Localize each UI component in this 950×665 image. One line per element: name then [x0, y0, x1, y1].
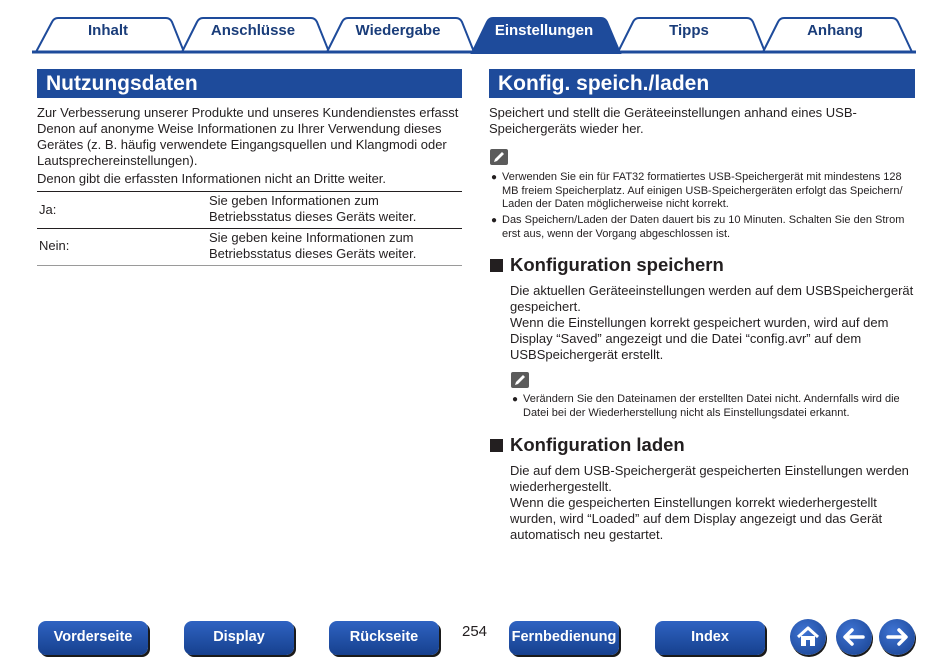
note-filename	[523, 393, 923, 420]
table-key-nein: Nein:	[39, 238, 70, 253]
subheading-load-text: Konfiguration laden	[510, 434, 685, 455]
load-line: Die auf dem USB-Speichergerät gespeicherten Einstellungen werden	[510, 463, 909, 478]
subheading-load	[490, 434, 685, 456]
note-duration	[502, 214, 922, 241]
load-line: automatisch neu gestartet.	[510, 527, 664, 542]
load-body	[510, 463, 920, 543]
square-bullet-icon	[490, 259, 503, 272]
note-line: Das Speichern/Laden der Daten dauert bis zu 10 Minuten. Schalten Sie den Strom	[502, 214, 905, 226]
tab-tipps[interactable]: Tipps	[669, 22, 709, 39]
save-line: Die aktuellen Geräteeinstellungen werden auf dem USBSpeichergerät	[510, 283, 914, 298]
table-desc-line: Sie geben Informationen zum	[209, 193, 379, 208]
next-page-button[interactable]	[879, 619, 915, 655]
note-line: Verändern Sie den Dateinamen der erstellten Datei nicht. Andernfalls wird die	[523, 393, 900, 405]
square-bullet-icon	[490, 439, 503, 452]
save-line: Display “Saved” angezeigt und die Datei “config.avr” auf dem	[510, 331, 862, 346]
note-line: MB freiem Speicherplatz. Auf einigen USB-Speichergeräten erfolgt das Speichern/	[502, 184, 903, 197]
tab-bar	[0, 0, 950, 56]
load-line: wiederhergestellt.	[510, 479, 612, 494]
load-line: Wenn die gespeicherten Einstellungen korrekt wiederhergestellt	[510, 495, 877, 510]
previous-page-button[interactable]	[836, 619, 872, 655]
save-body	[510, 283, 920, 363]
tab-inhalt[interactable]: Inhalt	[88, 22, 128, 39]
front-panel-button[interactable]: Vorderseite	[38, 621, 148, 655]
pencil-note-icon	[490, 149, 508, 165]
left-intro-line: Zur Verbesserung unserer Produkte und unseres Kundendienstes erfasst	[37, 105, 459, 120]
save-line: gespeichert.	[510, 299, 581, 314]
table-desc-line: Betriebsstatus dieses Geräts weiter.	[209, 246, 417, 261]
remote-control-button[interactable]: Fernbedienung	[509, 621, 619, 655]
rear-panel-button[interactable]: Rückseite	[329, 621, 439, 655]
page-number: 254	[462, 623, 488, 640]
note-fat32	[502, 171, 922, 212]
index-button[interactable]: Index	[655, 621, 765, 655]
left-intro-line: Gerätes (z. B. häufig verwendete Eingangsquellen und Klangmodi oder	[37, 137, 447, 152]
table-row-rule	[37, 228, 462, 229]
bullet: ●	[491, 172, 498, 183]
section-title-konfig: Konfig. speich./laden	[489, 69, 915, 98]
right-intro	[489, 105, 919, 137]
note-line: Verwenden Sie ein für FAT32 formatiertes USB-Speichergerät mit mindestens 128	[502, 171, 902, 183]
load-line: wurden, wird “Loaded” auf dem Display angezeigt und das Gerät	[510, 511, 883, 526]
tab-anschluesse[interactable]: Anschlüsse	[210, 22, 296, 39]
tab-einstellungen[interactable]: Einstellungen	[494, 22, 594, 39]
save-line: Wenn die Einstellungen korrekt gespeichert wurden, wird auf dem	[510, 315, 889, 330]
left-intro-line: Denon auf anonyme Weise Informationen zu Ihrer Verwendung dieses	[37, 121, 442, 136]
display-button[interactable]: Display	[184, 621, 294, 655]
table-desc-line: Betriebsstatus dieses Geräts weiter.	[209, 209, 417, 224]
table-desc-nein	[209, 230, 416, 262]
note-line: Datei bei der Wiederherstellung nicht als Einstellungsdatei erkannt.	[523, 406, 850, 419]
left-intro	[37, 105, 467, 169]
table-desc-ja	[209, 193, 416, 225]
arrow-left-icon	[836, 619, 872, 655]
left-intro-line: Lautsprechereinstellungen).	[37, 153, 198, 168]
right-intro-line: Speichergeräts wieder her.	[489, 121, 644, 136]
table-desc-line: Sie geben keine Informationen zum	[209, 230, 414, 245]
save-line: USBSpeichergerät erstellt.	[510, 347, 664, 362]
bullet: ●	[491, 215, 498, 226]
note-line: erst aus, wenn der Vorgang abgeschlossen ist.	[502, 227, 731, 240]
subheading-save-text: Konfiguration speichern	[510, 254, 724, 275]
table-bottom-rule	[37, 265, 462, 266]
table-top-rule	[37, 191, 462, 192]
home-button[interactable]	[790, 619, 826, 655]
arrow-right-icon	[879, 619, 915, 655]
right-intro-line: Speichert und stellt die Geräteeinstellungen anhand eines USB-	[489, 105, 857, 120]
subheading-save	[490, 254, 724, 276]
tab-anhang[interactable]: Anhang	[807, 22, 863, 39]
pencil-note-icon	[511, 372, 529, 388]
table-key-ja: Ja:	[39, 202, 57, 217]
left-intro-2: Denon gibt die erfassten Informationen nicht an Dritte weiter.	[37, 171, 387, 186]
bullet: ●	[512, 394, 519, 405]
tab-wiedergabe[interactable]: Wiedergabe	[355, 22, 441, 39]
note-line: Laden der Daten möglicherweise nicht korrekt.	[502, 198, 729, 210]
home-icon	[790, 619, 826, 655]
section-title-nutzungsdaten: Nutzungsdaten	[37, 69, 462, 98]
